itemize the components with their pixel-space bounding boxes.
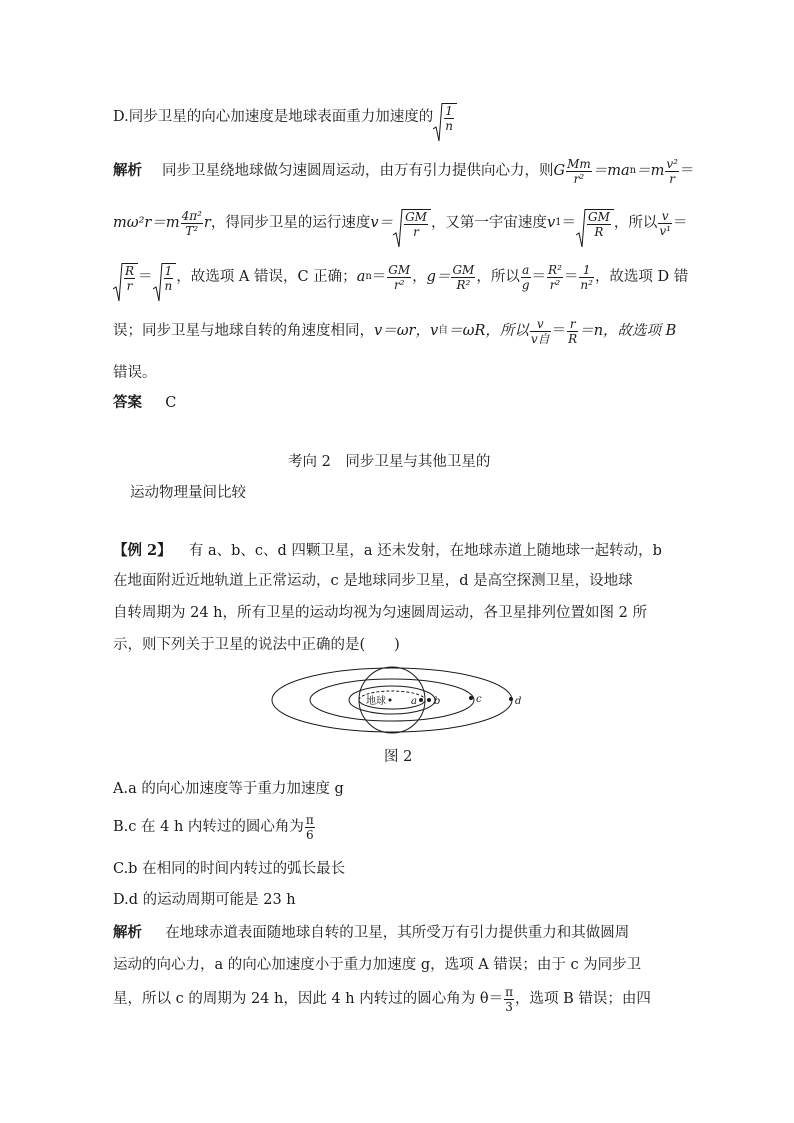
satellite-orbit-figure [268, 662, 530, 742]
frac-4pi2-t2: $\frac{\text{4π²}}{\text{T²}}$ [181, 208, 202, 238]
sqrt-gm-R: $\frac{GM}{R}$ [576, 209, 614, 238]
answer-value: C [165, 395, 177, 411]
option-b-text: B.c 在 4 h 内转过的圆心角为 [113, 818, 304, 835]
satellite-a-dot [419, 698, 423, 702]
answer-line [113, 396, 176, 411]
example2-line1 [113, 544, 662, 559]
answer-label: 答案 [113, 394, 142, 411]
satellite-a-label: a [411, 696, 417, 707]
line4-eq1: ＝ [551, 322, 567, 339]
line2-r: r [203, 214, 211, 231]
sqrt-R-r: $\frac{R}{r}$ [113, 263, 138, 292]
example2-text-0: 有 a、b、c、d 四颗卫星，a 还未发射，在地球赤道上随地球一起转动，b [188, 543, 662, 559]
analysis2-line2: 运动的向心力，a 的向心加速度小于重力加速度 g，选项 A 错误；由于 c 为同步卫 [113, 957, 642, 973]
formula-eq3: ＝ [679, 162, 695, 179]
frac-mm-r2: $\frac{Mm}{\text{r²}}$ [567, 156, 591, 186]
satellite-c-dot [469, 696, 473, 700]
line2-v1: v [546, 214, 556, 231]
frac-v-v1: $\frac{v}{\text{v¹}}$ [659, 208, 671, 238]
example2-line2: 在地面附近近地轨道上正常运动，c 是地球同步卫星，d 是高空探测卫星，设地球 [113, 573, 633, 589]
figure-caption: 图 2 [384, 749, 413, 765]
line4-v-sub: 自 [438, 325, 449, 336]
line2-start: mω²r＝m [113, 214, 180, 231]
line4-eq2: ＝n，故选项 B [579, 322, 677, 339]
frac-gm-r2: $\frac{GM}{\text{r²}}$ [388, 262, 411, 292]
line3-eq-R: ＝ [563, 268, 579, 285]
orbit-c [310, 679, 474, 721]
line2-v1-eq: ＝ [561, 214, 577, 231]
formula-sub-n: n [629, 165, 637, 176]
line2-veq: v＝ [370, 214, 394, 231]
analysis1-line5: 错误。 [113, 365, 157, 381]
analysis1-line2 [113, 208, 688, 239]
line3-a: a [356, 268, 366, 285]
option-b [113, 812, 316, 842]
line2-text1: ，得同步卫星的运行速度 [210, 214, 371, 231]
frac-v-vself: $\frac{v}{\text{v自}}$ [530, 316, 550, 346]
sqrt-1-n: $\frac{1}{n}$ [153, 263, 177, 292]
line3-g: g＝ [426, 268, 451, 285]
line2-text2: ，又第一宇宙速度 [430, 214, 547, 231]
analysis2-line3-text: 星，所以 c 的周期为 24 h，因此 4 h 内转过的圆心角为 θ＝ [113, 990, 504, 1007]
satellite-b-dot [427, 698, 431, 702]
line3-eq: ＝ [138, 268, 153, 285]
formula-g: G [553, 162, 566, 179]
earth-center-dot [389, 699, 392, 702]
frac-v2-r: $\frac{\text{v²}}{r}$ [666, 156, 678, 186]
frac-gm-R2: $\frac{GM}{\text{R²}}$ [452, 262, 475, 292]
line4-v1: v＝ωr，v [374, 322, 439, 339]
frac-a-g: $\frac{a}{g}$ [521, 262, 530, 292]
satellite-b-label: b [434, 696, 441, 707]
line3-text2: ， [412, 268, 427, 285]
earth-label: 地球 [366, 696, 386, 707]
analysis-label: 解析 [113, 161, 142, 179]
frac-R2-r2: $\frac{\text{R²}}{\text{r²}}$ [548, 262, 562, 292]
line3-text1: ，故选项 A 错误，C 正确； [176, 268, 357, 285]
example2-line3: 自转周期为 24 h，所有卫星的运动均视为匀速圆周运动，各卫星排列位置如图 2 所 [113, 605, 647, 621]
satellite-c-label: c [476, 694, 482, 705]
option-c: C.b 在相同的时间内转过的弧长最长 [113, 861, 346, 877]
analysis2-text1: 在地球赤道表面随地球自转的卫星，其所受万有引力提供重力和其做圆周 [165, 925, 630, 941]
option-a: A.a 的向心加速度等于重力加速度 g [113, 781, 344, 797]
frac-1-n2: $\frac{1}{\text{n²}}$ [580, 262, 593, 292]
satellite-d-label: d [515, 696, 522, 707]
line3-text3: ，所以 [476, 268, 520, 285]
example2-label: 【例 2】 [113, 542, 172, 559]
line3-eq-a: ＝ [371, 268, 387, 285]
formula-eq1: ＝ma [592, 162, 630, 179]
sqrt-fraction: $\frac{1}{n}$ [433, 103, 457, 132]
analysis1-line3 [113, 262, 689, 293]
frac-pi-6: $\frac{\pi}{6}$ [305, 812, 314, 842]
line3-text4: ，故选项 D 错 [594, 268, 689, 285]
line2-eq-end: ＝ [672, 214, 688, 231]
line3-eq-r: ＝ [531, 268, 547, 285]
section-title-line2: 运动物理量间比较 [130, 485, 246, 501]
frac-pi-3: $\frac{\pi}{3}$ [505, 984, 513, 1014]
example2-line4: 示，则下列关于卫星的说法中正确的是( ) [113, 637, 400, 653]
analysis2-line3 [113, 984, 651, 1014]
analysis2-line3-suffix: ，选项 B 错误；由四 [514, 990, 651, 1007]
line2-v1-sub: 1 [555, 217, 562, 228]
formula-eq2: ＝m [636, 162, 665, 179]
analysis1-line4 [113, 316, 677, 346]
line3-a-sub: n [365, 271, 372, 282]
analysis2-line1 [113, 926, 629, 941]
option-d-prev [113, 103, 457, 133]
frac-r-R: $\frac{r}{R}$ [568, 316, 578, 346]
satellite-d-dot [509, 697, 513, 701]
line4-v2: ＝ωR，所以 [448, 322, 529, 339]
option-d-prev-text: D.同步卫星的向心加速度是地球表面重力加速度的 [113, 108, 434, 125]
section-title-line1: 考向 2 同步卫星与其他卫星的 [288, 454, 491, 470]
analysis1-line1 [113, 156, 695, 186]
analysis2-label: 解析 [113, 924, 142, 941]
line2-text3: ，所以 [613, 214, 658, 231]
sqrt-gm-r: $\frac{GM}{r}$ [393, 209, 431, 238]
line4-text1: 误；同步卫星与地球自转的角速度相同， [113, 322, 374, 339]
option-d: D.d 的运动周期可能是 23 h [113, 892, 296, 908]
analysis1-text: 同步卫星绕地球做匀速圆周运动，由万有引力提供向心力，则 [162, 162, 554, 179]
